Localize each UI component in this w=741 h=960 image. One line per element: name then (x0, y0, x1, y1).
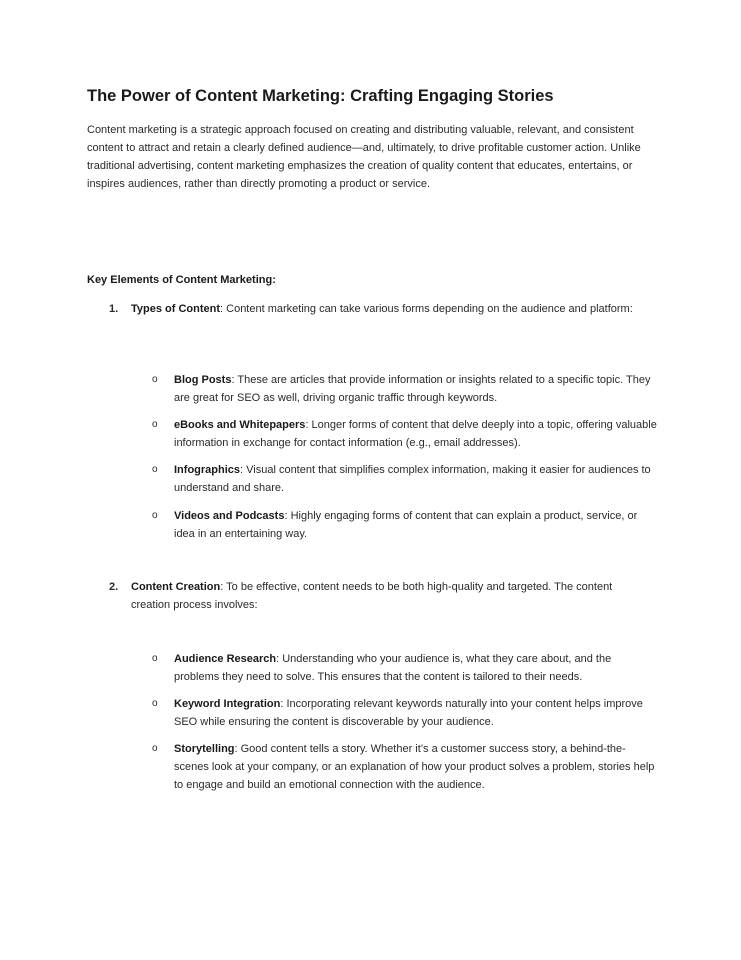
bullet-label: Blog Posts (174, 374, 232, 386)
bullet-circle-icon: o (152, 419, 158, 430)
bullet-label: Audience Research (174, 653, 277, 665)
intro-paragraph: Content marketing is a strategic approach focused on creating and distributing valuable, relevant, and consistent content to attract and retain a clearly defined audience—and, ultimately, to drive profitable customer action. Unlike traditional advertising, content marketing emphasizes the creation of quality content that educates, entertains, or inspires audiences, rather than directly promoting a product or service. (87, 124, 641, 190)
bullet-label: Storytelling (174, 743, 235, 755)
list-item (152, 695, 657, 731)
item-number: 2. (109, 581, 119, 593)
bullet-label: Infographics (174, 464, 241, 476)
bullet-text (174, 650, 657, 686)
bullet-text (174, 371, 657, 407)
bullet-circle-icon: o (152, 374, 158, 385)
bullet-text (174, 461, 657, 497)
item-text (131, 300, 639, 318)
bullet-description: : Highly engaging forms of content that can explain a product, service, or idea in an entertaining way. (174, 510, 638, 540)
bullet-text (174, 416, 657, 452)
bullet-circle-icon: o (152, 743, 158, 754)
bullet-description: : Visual content that simplifies complex information, making it easier for audiences to understand and share. (174, 464, 651, 494)
item-text (131, 578, 639, 614)
bullet-description: : Understanding who your audience is, what they care about, and the problems they need to solve. This ensures that the content is tailored to their needs. (174, 653, 612, 683)
page-title: The Power of Content Marketing: Crafting Engaging Stories (87, 87, 554, 105)
item-label: Types of Content (131, 303, 221, 315)
bullet-label: Videos and Podcasts (174, 510, 285, 522)
list-item (152, 650, 657, 686)
bullet-description: : Good content tells a story. Whether it’s a customer success story, a behind-the-scenes look at your company, or an explanation of how your product solves a problem, stories help to engage and build an emotional connection with the audience. (174, 743, 655, 791)
bullet-description: : Longer forms of content that delve deeply into a topic, offering valuable information in exchange for contact information (e.g., email addresses). (174, 419, 657, 449)
bullet-description: : Incorporating relevant keywords naturally into your content helps improve SEO while ensuring the content is discoverable by your audience. (174, 698, 643, 728)
numbered-item-types-of-content (109, 300, 639, 318)
list-item (152, 371, 657, 407)
section-heading: Key Elements of Content Marketing: (87, 274, 276, 286)
list-item (152, 416, 657, 452)
bullet-circle-icon: o (152, 464, 158, 475)
list-item (152, 740, 657, 794)
list-item (152, 507, 657, 543)
bullet-circle-icon: o (152, 653, 158, 664)
item-description: : To be effective, content needs to be both high-quality and targeted. The content creation process involves: (131, 581, 613, 611)
bullet-text (174, 507, 657, 543)
numbered-item-content-creation (109, 578, 639, 614)
item-label: Content Creation (131, 581, 221, 593)
bullet-text (174, 695, 657, 731)
bullet-description: : These are articles that provide information or insights related to a specific topic. They are great for SEO as well, driving organic traffic through keywords. (174, 374, 651, 404)
bullet-label: eBooks and Whitepapers (174, 419, 306, 431)
item-description: : Content marketing can take various forms depending on the audience and platform: (220, 303, 633, 315)
bullet-circle-icon: o (152, 698, 158, 709)
item-number: 1. (109, 303, 119, 315)
bullet-label: Keyword Integration (174, 698, 281, 710)
bullet-text (174, 740, 657, 794)
bullet-circle-icon: o (152, 510, 158, 521)
list-item (152, 461, 657, 497)
